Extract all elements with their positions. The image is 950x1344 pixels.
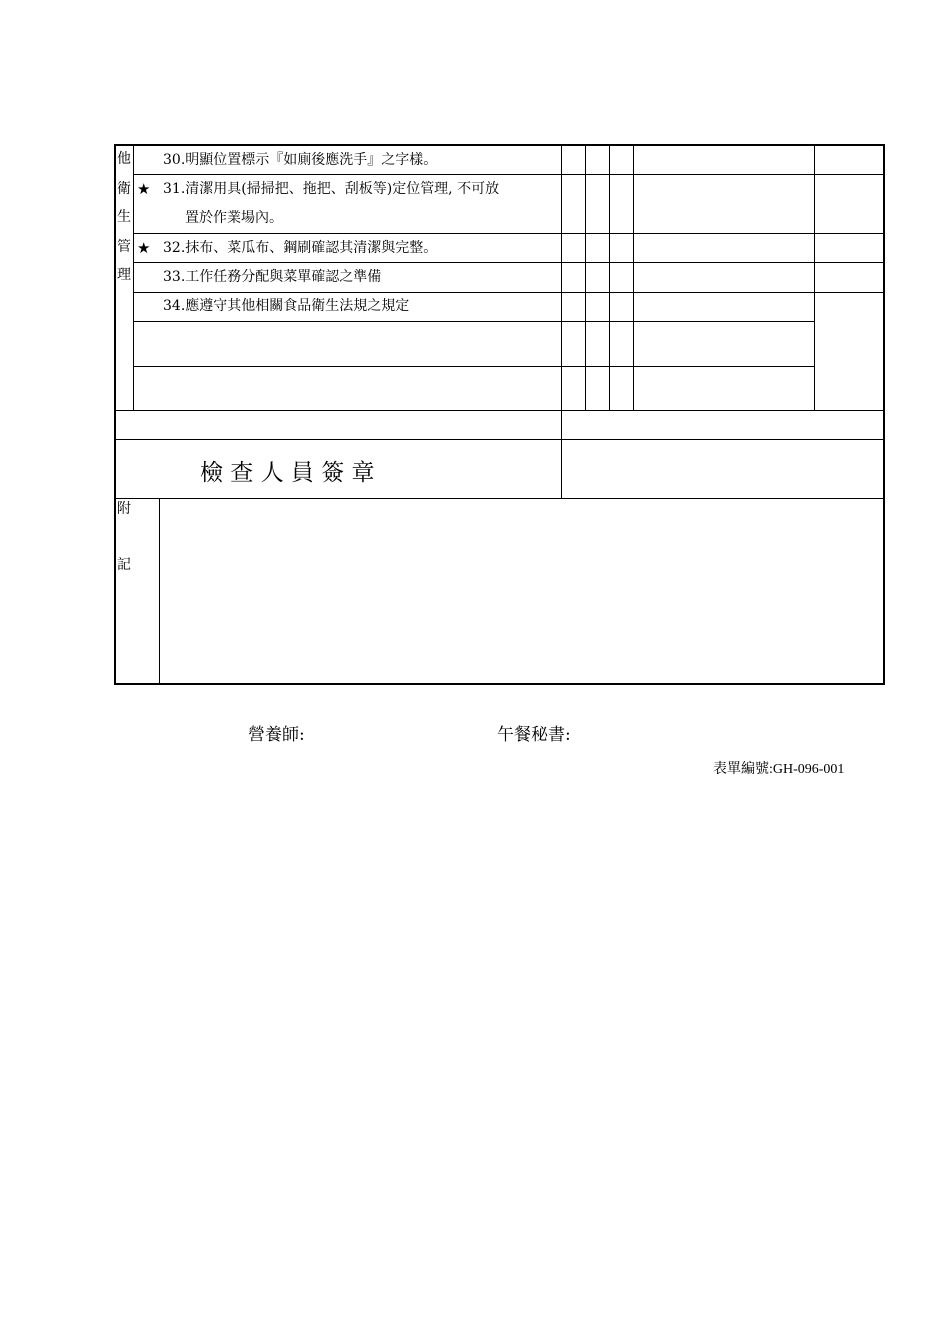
row-divider — [134, 321, 814, 322]
row-divider — [134, 262, 884, 263]
column-divider — [609, 146, 610, 410]
column-divider — [585, 146, 586, 410]
row-divider — [115, 498, 884, 499]
section-label-char: 理 — [117, 267, 131, 283]
signature-label: 檢 查 人 員 簽 章 — [200, 460, 375, 486]
checklist-item-text: 33.工作任務分配與菜單確認之準備 — [163, 269, 382, 285]
row-divider — [115, 439, 884, 440]
nutritionist-label: 營養師: — [248, 725, 305, 745]
column-divider — [561, 146, 562, 499]
section-label-char: 他 — [117, 151, 131, 167]
checklist-item-text: 31.清潔用具(掃掃把、拖把、刮板等)定位管理, 不可放 — [163, 181, 500, 197]
row-divider — [134, 366, 814, 367]
row-divider — [115, 410, 884, 411]
notes-label-char: 附 — [117, 501, 131, 517]
key-item-star: ★ — [137, 239, 151, 257]
column-divider — [133, 146, 134, 410]
section-label-char: 衛 — [117, 181, 131, 197]
checklist-item-text: 34.應遵守其他相關食品衛生法規之規定 — [163, 298, 410, 314]
column-divider — [814, 146, 815, 410]
notes-label-char: 記 — [117, 557, 131, 573]
form-number: 表單編號:GH-096-001 — [713, 762, 845, 777]
checklist-item-text-continued: 置於作業場內。 — [185, 210, 283, 226]
column-divider — [633, 146, 634, 410]
row-divider — [134, 174, 884, 175]
lunch-secretary-label: 午餐秘書: — [497, 725, 571, 745]
section-label-char: 管 — [117, 239, 131, 255]
key-item-star: ★ — [137, 180, 151, 198]
checklist-item-text: 32.抹布、菜瓜布、鋼刷確認其清潔與完整。 — [163, 240, 438, 256]
checklist-item-text: 30.明顯位置標示『如廁後應洗手』之字樣。 — [163, 152, 438, 168]
row-divider — [134, 233, 884, 234]
row-divider — [134, 292, 884, 293]
column-divider — [159, 499, 160, 683]
section-label-char: 生 — [117, 209, 131, 225]
